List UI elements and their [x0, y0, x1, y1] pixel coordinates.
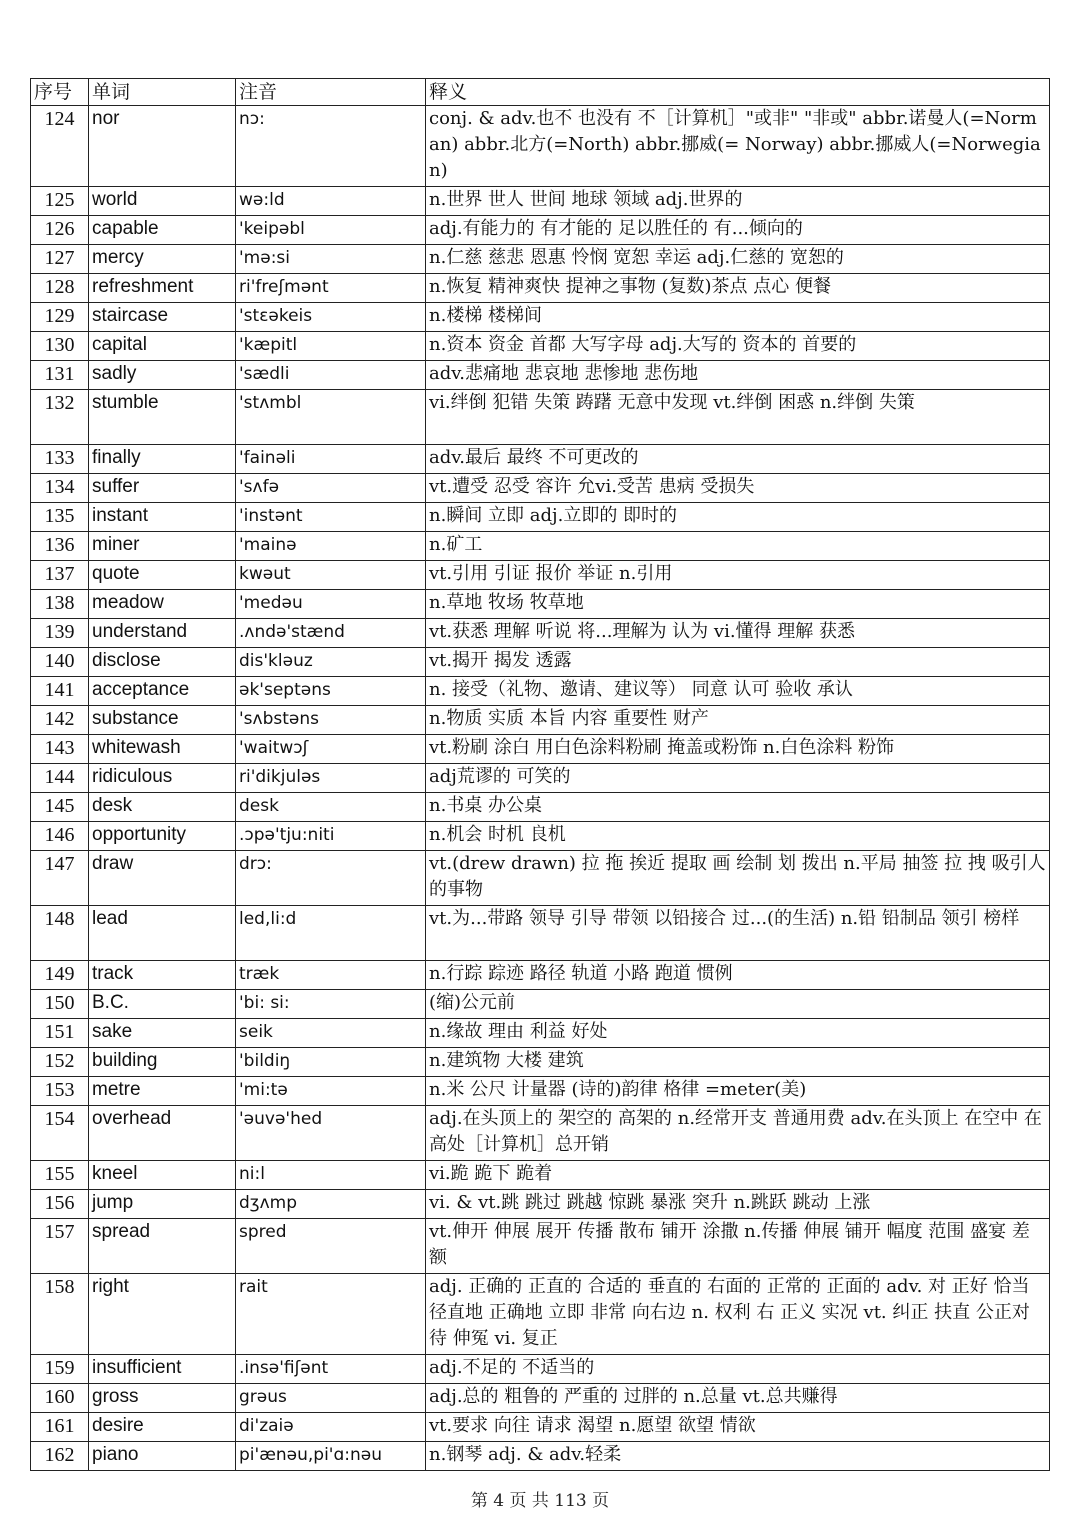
- row-phonetic: 'mə:si: [236, 245, 426, 274]
- row-number: 147: [31, 851, 89, 906]
- row-word: track: [89, 961, 236, 990]
- table-row: [31, 706, 1050, 735]
- row-definition: n.书桌 办公桌: [426, 793, 1050, 822]
- row-word: metre: [89, 1077, 236, 1106]
- row-word: quote: [89, 561, 236, 590]
- row-phonetic: .ʌndə'stænd: [236, 619, 426, 648]
- row-definition: adj. 正确的 正直的 合适的 垂直的 右面的 正常的 正面的 adv. 对 正好 恰当 径直地 正确地 立即 非常 向右边 n. 权利 右 正义 实况 vt. 纠正 扶直 公正对待 伸冤 vi. 复正: [426, 1274, 1050, 1355]
- table-row: [31, 1442, 1050, 1471]
- row-number: 124: [31, 106, 89, 187]
- row-word: piano: [89, 1442, 236, 1471]
- row-word: refreshment: [89, 274, 236, 303]
- row-word: gross: [89, 1384, 236, 1413]
- row-definition: (缩)公元前: [426, 990, 1050, 1019]
- row-word: sadly: [89, 361, 236, 390]
- row-word: stumble: [89, 390, 236, 445]
- row-definition: n.矿工: [426, 532, 1050, 561]
- row-phonetic: 'bi: si:: [236, 990, 426, 1019]
- row-phonetic: rait: [236, 1274, 426, 1355]
- header-definition: 释义: [426, 79, 1050, 106]
- row-number: 148: [31, 906, 89, 961]
- row-definition: n.楼梯 楼梯间: [426, 303, 1050, 332]
- row-phonetic: ni:l: [236, 1161, 426, 1190]
- row-number: 150: [31, 990, 89, 1019]
- row-definition: n.恢复 精神爽快 提神之事物 (复数)茶点 点心 便餐: [426, 274, 1050, 303]
- row-definition: n. 接受（礼物、邀请、建议等） 同意 认可 验收 承认: [426, 677, 1050, 706]
- row-number: 142: [31, 706, 89, 735]
- table-row: [31, 990, 1050, 1019]
- row-phonetic: 'mi:tə: [236, 1077, 426, 1106]
- row-number: 145: [31, 793, 89, 822]
- table-row: [31, 619, 1050, 648]
- row-definition: n.缘故 理由 利益 好处: [426, 1019, 1050, 1048]
- row-number: 133: [31, 445, 89, 474]
- table-row: [31, 590, 1050, 619]
- row-phonetic: .insə'fiʃənt: [236, 1355, 426, 1384]
- row-number: 134: [31, 474, 89, 503]
- row-definition: adj.在头顶上的 架空的 高架的 n.经常开支 普通用费 adv.在头顶上 在空中 在高处［计算机］总开销: [426, 1106, 1050, 1161]
- row-word: opportunity: [89, 822, 236, 851]
- row-phonetic: 'mainə: [236, 532, 426, 561]
- row-definition: vt.为...带路 领导 引导 带领 以铅接合 过...(的生活) n.铅 铅制品 领引 榜样: [426, 906, 1050, 961]
- row-word: capital: [89, 332, 236, 361]
- row-phonetic: 'instənt: [236, 503, 426, 532]
- row-word: suffer: [89, 474, 236, 503]
- row-phonetic: dʒʌmp: [236, 1190, 426, 1219]
- row-definition: adv.悲痛地 悲哀地 悲惨地 悲伤地: [426, 361, 1050, 390]
- row-number: 151: [31, 1019, 89, 1048]
- row-phonetic: 'sʌbstəns: [236, 706, 426, 735]
- row-number: 129: [31, 303, 89, 332]
- row-phonetic: led,li:d: [236, 906, 426, 961]
- row-word: desire: [89, 1413, 236, 1442]
- row-phonetic: desk: [236, 793, 426, 822]
- row-word: understand: [89, 619, 236, 648]
- header-phonetic: 注音: [236, 79, 426, 106]
- row-definition: n.机会 时机 良机: [426, 822, 1050, 851]
- row-number: 146: [31, 822, 89, 851]
- table-body: [31, 106, 1050, 1471]
- row-number: 141: [31, 677, 89, 706]
- row-word: finally: [89, 445, 236, 474]
- row-number: 158: [31, 1274, 89, 1355]
- row-number: 125: [31, 187, 89, 216]
- row-number: 153: [31, 1077, 89, 1106]
- table-row: [31, 245, 1050, 274]
- row-number: 135: [31, 503, 89, 532]
- row-number: 162: [31, 1442, 89, 1471]
- row-definition: n.行踪 踪迹 路径 轨道 小路 跑道 惯例: [426, 961, 1050, 990]
- row-phonetic: kwəut: [236, 561, 426, 590]
- table-row: [31, 187, 1050, 216]
- row-phonetic: 'stɛəkeis: [236, 303, 426, 332]
- row-definition: vt.揭开 揭发 透露: [426, 648, 1050, 677]
- table-row: [31, 735, 1050, 764]
- row-word: substance: [89, 706, 236, 735]
- table-row: [31, 822, 1050, 851]
- row-phonetic: ri'freʃmənt: [236, 274, 426, 303]
- row-word: mercy: [89, 245, 236, 274]
- table-row: [31, 764, 1050, 793]
- row-word: acceptance: [89, 677, 236, 706]
- row-phonetic: 'kæpitl: [236, 332, 426, 361]
- row-definition: n.钢琴 adj. & adv.轻柔: [426, 1442, 1050, 1471]
- row-phonetic: wə:ld: [236, 187, 426, 216]
- table-row: [31, 445, 1050, 474]
- row-definition: vi. & vt.跳 跳过 跳越 惊跳 暴涨 突升 n.跳跃 跳动 上涨: [426, 1190, 1050, 1219]
- row-number: 152: [31, 1048, 89, 1077]
- table-row: [31, 390, 1050, 445]
- table-row: [31, 1106, 1050, 1161]
- row-definition: vt.引用 引证 报价 举证 n.引用: [426, 561, 1050, 590]
- row-definition: vt.遭受 忍受 容许 允vi.受苦 患病 受损失: [426, 474, 1050, 503]
- table-row: [31, 361, 1050, 390]
- row-word: jump: [89, 1190, 236, 1219]
- page-footer: 第 4 页 共 113 页: [470, 1491, 610, 1511]
- row-number: 126: [31, 216, 89, 245]
- table-row: [31, 474, 1050, 503]
- table-row: [31, 1219, 1050, 1274]
- table-row: [31, 677, 1050, 706]
- row-definition: adj.有能力的 有才能的 足以胜任的 有...倾向的: [426, 216, 1050, 245]
- row-number: 161: [31, 1413, 89, 1442]
- row-phonetic: dis'kləuz: [236, 648, 426, 677]
- row-phonetic: ri'dikjuləs: [236, 764, 426, 793]
- header-word: 单词: [89, 79, 236, 106]
- row-definition: adj.总的 粗鲁的 严重的 过胖的 n.总量 vt.总共赚得: [426, 1384, 1050, 1413]
- row-definition: vt.粉刷 涂白 用白色涂料粉刷 掩盖或粉饰 n.白色涂料 粉饰: [426, 735, 1050, 764]
- row-definition: vt.获悉 理解 听说 将...理解为 认为 vi.懂得 理解 获悉: [426, 619, 1050, 648]
- row-phonetic: træk: [236, 961, 426, 990]
- row-phonetic: pi'ænəu,pi'ɑ:nəu: [236, 1442, 426, 1471]
- row-number: 156: [31, 1190, 89, 1219]
- row-definition: adv.最后 最终 不可更改的: [426, 445, 1050, 474]
- row-phonetic: 'fainəli: [236, 445, 426, 474]
- row-word: staircase: [89, 303, 236, 332]
- row-word: sake: [89, 1019, 236, 1048]
- table-row: [31, 561, 1050, 590]
- row-definition: n.资本 资金 首都 大写字母 adj.大写的 资本的 首要的: [426, 332, 1050, 361]
- header-number: 序号: [31, 79, 89, 106]
- table-row: [31, 1048, 1050, 1077]
- row-phonetic: drɔ:: [236, 851, 426, 906]
- table-row: [31, 851, 1050, 906]
- vocabulary-table: [30, 78, 1050, 1471]
- row-word: B.C.: [89, 990, 236, 1019]
- row-word: kneel: [89, 1161, 236, 1190]
- table-row: [31, 1355, 1050, 1384]
- row-word: spread: [89, 1219, 236, 1274]
- table-row: [31, 274, 1050, 303]
- row-number: 144: [31, 764, 89, 793]
- row-phonetic: nɔ:: [236, 106, 426, 187]
- row-number: 149: [31, 961, 89, 990]
- row-phonetic: 'əuvə'hed: [236, 1106, 426, 1161]
- row-number: 136: [31, 532, 89, 561]
- row-definition: conj. & adv.也不 也没有 不［计算机］"或非" "非或" abbr.诺曼人(=Norman) abbr.北方(=North) abbr.挪威(= Norway) abbr.挪威人(=Norwegian): [426, 106, 1050, 187]
- row-word: meadow: [89, 590, 236, 619]
- row-definition: vi.绊倒 犯错 失策 踌躇 无意中发现 vt.绊倒 困惑 n.绊倒 失策: [426, 390, 1050, 445]
- table-row: [31, 1274, 1050, 1355]
- row-word: overhead: [89, 1106, 236, 1161]
- row-definition: n.米 公尺 计量器 (诗的)韵律 格律 =meter(美): [426, 1077, 1050, 1106]
- row-definition: n.物质 实质 本旨 内容 重要性 财产: [426, 706, 1050, 735]
- row-word: desk: [89, 793, 236, 822]
- row-number: 128: [31, 274, 89, 303]
- row-phonetic: 'sædli: [236, 361, 426, 390]
- row-number: 143: [31, 735, 89, 764]
- row-definition: n.世界 世人 世间 地球 领域 adj.世界的: [426, 187, 1050, 216]
- row-word: miner: [89, 532, 236, 561]
- row-word: capable: [89, 216, 236, 245]
- row-phonetic: ək'septəns: [236, 677, 426, 706]
- row-definition: n.仁慈 慈悲 恩惠 怜悯 宽恕 幸运 adj.仁慈的 宽恕的: [426, 245, 1050, 274]
- row-phonetic: .ɔpə'tju:niti: [236, 822, 426, 851]
- row-phonetic: 'waitwɔʃ: [236, 735, 426, 764]
- row-number: 157: [31, 1219, 89, 1274]
- row-word: lead: [89, 906, 236, 961]
- table-row: [31, 503, 1050, 532]
- table-row: [31, 1384, 1050, 1413]
- row-definition: adj荒谬的 可笑的: [426, 764, 1050, 793]
- row-word: instant: [89, 503, 236, 532]
- row-word: ridiculous: [89, 764, 236, 793]
- row-number: 160: [31, 1384, 89, 1413]
- table-row: [31, 1019, 1050, 1048]
- row-number: 159: [31, 1355, 89, 1384]
- row-phonetic: 'bildiŋ: [236, 1048, 426, 1077]
- row-word: whitewash: [89, 735, 236, 764]
- row-definition: vt.要求 向往 请求 渴望 n.愿望 欲望 情欲: [426, 1413, 1050, 1442]
- row-phonetic: grəus: [236, 1384, 426, 1413]
- row-definition: n.建筑物 大楼 建筑: [426, 1048, 1050, 1077]
- table-row: [31, 1413, 1050, 1442]
- table-row: [31, 793, 1050, 822]
- row-word: world: [89, 187, 236, 216]
- row-number: 132: [31, 390, 89, 445]
- row-number: 131: [31, 361, 89, 390]
- row-number: 127: [31, 245, 89, 274]
- table-header-row: [31, 79, 1050, 106]
- row-word: draw: [89, 851, 236, 906]
- table-row: [31, 216, 1050, 245]
- row-definition: n.瞬间 立即 adj.立即的 即时的: [426, 503, 1050, 532]
- row-number: 154: [31, 1106, 89, 1161]
- row-definition: vi.跪 跪下 跪着: [426, 1161, 1050, 1190]
- table-row: [31, 961, 1050, 990]
- table-row: [31, 106, 1050, 187]
- row-number: 138: [31, 590, 89, 619]
- row-number: 139: [31, 619, 89, 648]
- row-phonetic: spred: [236, 1219, 426, 1274]
- row-phonetic: 'keipəbl: [236, 216, 426, 245]
- row-definition: vt.伸开 伸展 展开 传播 散布 铺开 涂撒 n.传播 伸展 铺开 幅度 范围 盛宴 差额: [426, 1219, 1050, 1274]
- row-number: 137: [31, 561, 89, 590]
- row-definition: n.草地 牧场 牧草地: [426, 590, 1050, 619]
- row-word: insufficient: [89, 1355, 236, 1384]
- row-number: 155: [31, 1161, 89, 1190]
- row-phonetic: 'stʌmbl: [236, 390, 426, 445]
- row-definition: adj.不足的 不适当的: [426, 1355, 1050, 1384]
- table-row: [31, 303, 1050, 332]
- table-row: [31, 1190, 1050, 1219]
- row-word: building: [89, 1048, 236, 1077]
- table-row: [31, 1077, 1050, 1106]
- vocabulary-sheet: [30, 78, 1049, 1471]
- row-word: disclose: [89, 648, 236, 677]
- row-phonetic: 'medəu: [236, 590, 426, 619]
- row-phonetic: 'sʌfə: [236, 474, 426, 503]
- row-definition: vt.(drew drawn) 拉 拖 挨近 提取 画 绘制 划 拨出 n.平局 抽签 拉 拽 吸引人的事物: [426, 851, 1050, 906]
- table-row: [31, 532, 1050, 561]
- row-number: 140: [31, 648, 89, 677]
- row-word: right: [89, 1274, 236, 1355]
- row-number: 130: [31, 332, 89, 361]
- row-word: nor: [89, 106, 236, 187]
- table-row: [31, 648, 1050, 677]
- table-row: [31, 1161, 1050, 1190]
- table-row: [31, 906, 1050, 961]
- table-row: [31, 332, 1050, 361]
- row-phonetic: seik: [236, 1019, 426, 1048]
- row-phonetic: di'zaiə: [236, 1413, 426, 1442]
